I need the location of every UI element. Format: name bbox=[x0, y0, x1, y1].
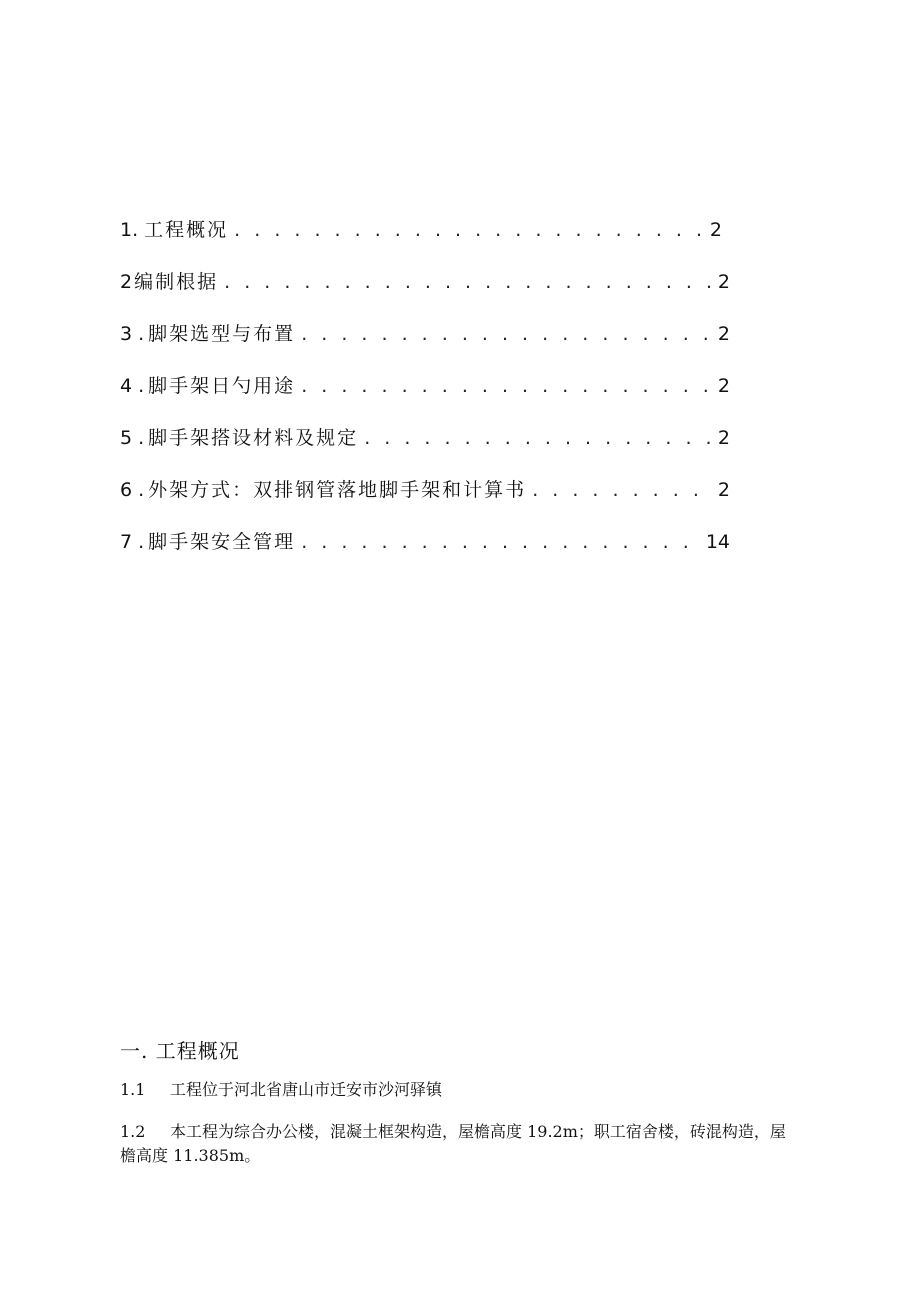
toc-item-title: 外架方式：双排钢管落地脚手架和计算书 bbox=[148, 479, 527, 501]
toc-item-page: 14 bbox=[705, 531, 730, 553]
toc-dot-leader bbox=[228, 210, 706, 250]
toc-item[interactable] bbox=[120, 262, 730, 314]
paragraph-text: 工程位于河北省唐山市迁安市沙河驿镇 bbox=[170, 1080, 443, 1099]
toc-item-number: 2 bbox=[120, 271, 133, 293]
toc-item-number: 6 . bbox=[120, 479, 145, 501]
section-heading: 一. 工程概况 bbox=[120, 1039, 240, 1063]
toc-dot-leader bbox=[295, 366, 714, 406]
toc-dot-leader bbox=[295, 314, 714, 354]
toc-item-title: 工程概况 bbox=[144, 219, 229, 241]
toc-item-number: 7 . bbox=[120, 531, 145, 553]
paragraph-text: 本工程为综合办公楼，混凝土框架构造，屋檐高度 19.2m；职工宿舍楼，砖混构造，屋檐高度 11.385m。 bbox=[120, 1122, 786, 1165]
toc-dot-leader bbox=[218, 262, 714, 302]
toc-item-page: 2 bbox=[717, 271, 730, 293]
paragraph-number: 1.2 bbox=[120, 1122, 146, 1141]
toc-item[interactable] bbox=[120, 522, 730, 574]
toc-item-number: 3 . bbox=[120, 323, 145, 345]
project-overview-section bbox=[120, 1036, 800, 1186]
toc-item-page: 2 bbox=[709, 219, 722, 241]
toc-item[interactable] bbox=[120, 418, 730, 470]
toc-item-page: 2 bbox=[717, 323, 730, 345]
toc-item-title: 脚手架安全管理 bbox=[148, 531, 296, 553]
table-of-contents bbox=[120, 210, 730, 574]
toc-item-number: 1. bbox=[120, 219, 139, 241]
paragraph bbox=[120, 1120, 800, 1168]
toc-item-page: 2 bbox=[717, 479, 730, 501]
toc-item-number: 4 . bbox=[120, 375, 145, 397]
toc-dot-leader bbox=[358, 418, 714, 458]
toc-item-title: 编制根据 bbox=[134, 271, 219, 293]
paragraph-number: 1.1 bbox=[120, 1080, 146, 1099]
toc-item[interactable] bbox=[120, 366, 730, 418]
toc-item-title: 脚架选型与布置 bbox=[148, 323, 296, 345]
toc-item[interactable] bbox=[120, 314, 730, 366]
toc-dot-leader bbox=[295, 522, 702, 562]
toc-item-page: 2 bbox=[717, 427, 730, 449]
toc-item[interactable] bbox=[120, 210, 730, 262]
toc-item-title: 脚手架搭设材料及规定 bbox=[148, 427, 359, 449]
toc-item-title: 脚手架日勺用途 bbox=[148, 375, 296, 397]
paragraph bbox=[120, 1078, 800, 1102]
toc-item-number: 5 . bbox=[120, 427, 145, 449]
toc-item[interactable] bbox=[120, 470, 730, 522]
toc-dot-leader bbox=[526, 470, 714, 510]
toc-item-page: 2 bbox=[717, 375, 730, 397]
